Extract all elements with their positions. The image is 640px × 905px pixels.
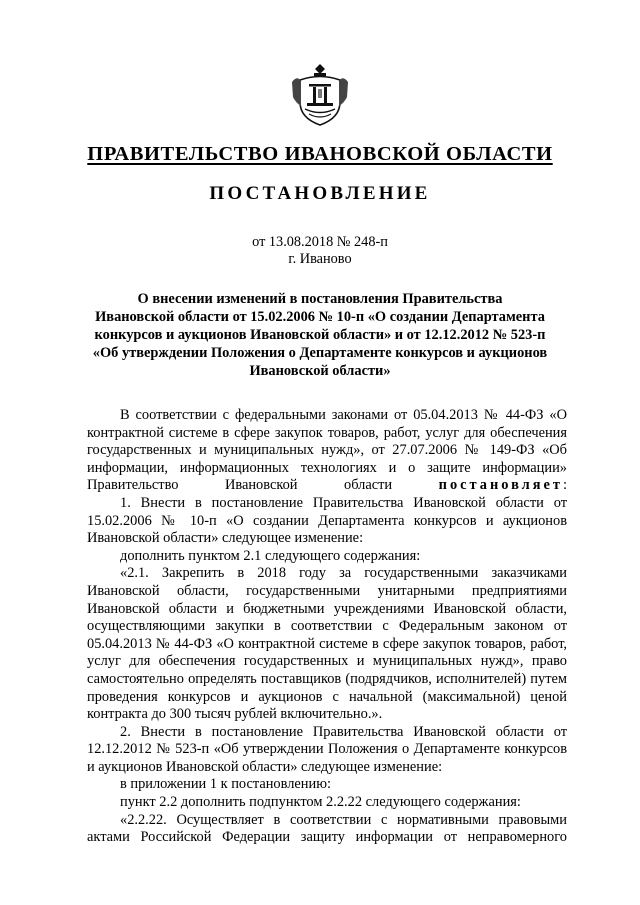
preamble-paragraph: В соответствии с федеральными законами от 05.04.2013 № 44-ФЗ «О контрактной системе в сфере закупок товаров, работ, услуг для обеспечения государственных и муниципальных нужд», от 27.07.2006 № 149-ФЗ «Об информации, информационных технологиях и о защите информации» Правительство Ивановской области постановляет: — [87, 407, 567, 494]
title-line: О внесении изменений в постановления Правительства — [137, 291, 503, 307]
item-2-instruction-2: пункт 2.2 дополнить подпунктом 2.2.22 следующего содержания: — [120, 794, 521, 811]
document-type: ПОСТАНОВЛЕНИЕ — [209, 183, 431, 204]
title-line: Ивановской области от 15.02.2006 № 10-п «О создании Департамента — [95, 309, 545, 325]
coat-of-arms-icon — [289, 60, 351, 128]
resolves-word: постановляет — [438, 477, 563, 494]
item-1-paragraph: 1. Внести в постановление Правительства Ивановской области от 15.02.2006 № 10-п «О создании Департамента конкурсов и аукционов Ивановской области» следующее изменение: — [87, 494, 567, 547]
title-line: конкурсов и аукционов Ивановской области» и от 12.12.2012 № 523-п — [94, 327, 546, 343]
clause-2-2-22-paragraph: «2.2.22. Осуществляет в соответствии с нормативными правовыми актами Российской Федерации защиту информации от неправомерного — [87, 811, 567, 846]
item-1-instruction: дополнить пунктом 2.1 следующего содержания: — [120, 547, 421, 564]
clause-2-1-paragraph: «2.1. Закрепить в 2018 году за государственными заказчиками Ивановской области, государственными унитарными предприятиями Ивановской области и бюджетными учреждениями Ивановской области, осуществляющими закупки в соответствии с Федеральным законом от 05.04.2013 № 44-ФЗ «О контрактной системе в сфере закупок товаров, работ, услуг для обеспечения государственных и муниципальных нужд», право самостоятельно определять поставщиков (подрядчиков, исполнителей) путем проведения конкурсов и аукционов с начальной (максимальной) ценой контракта до 300 тысяч рублей включительно.». — [87, 565, 567, 723]
decree-title — [60, 290, 580, 380]
item-2-paragraph: 2. Внести в постановление Правительства Ивановской области от 12.12.2012 № 523-п «Об утверждении Положения о Департаменте конкурсов и аукционов Ивановской области» следующее изменение: — [87, 723, 567, 775]
title-line: Ивановской области» — [249, 363, 391, 379]
decree-city: г. Иваново — [288, 251, 352, 267]
decree-date-number: от 13.08.2018 № 248-п — [252, 234, 388, 250]
item-2-instruction-1: в приложении 1 к постановлению: — [120, 776, 331, 793]
decree-body — [87, 407, 567, 847]
title-line: «Об утверждении Положения о Департаменте конкурсов и аукционов — [92, 345, 548, 361]
government-name: ПРАВИТЕЛЬСТВО ИВАНОВСКОЙ ОБЛАСТИ — [87, 143, 553, 165]
